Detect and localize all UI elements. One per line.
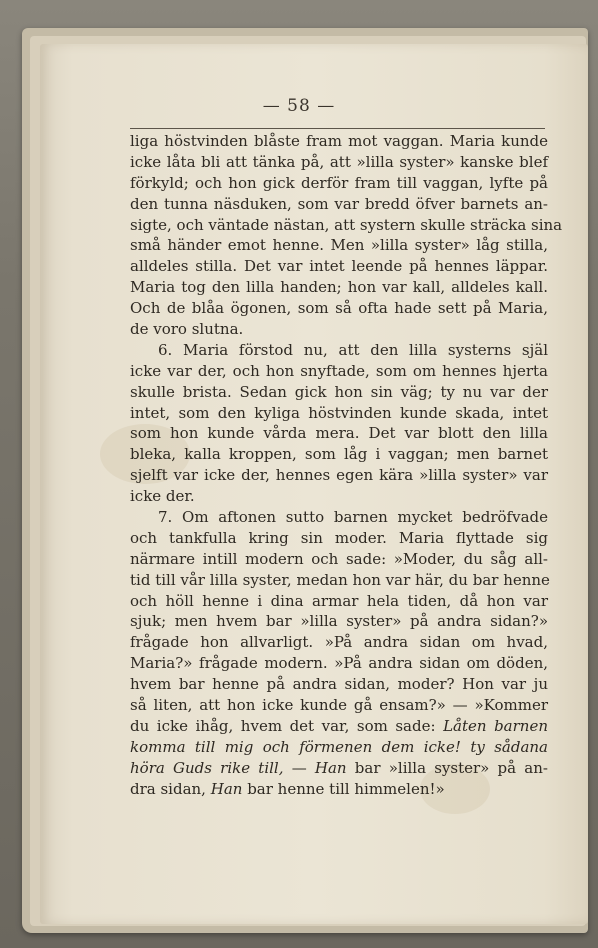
text-line: små händer emot henne. Men »lilla syster» låg stilla,	[130, 236, 548, 255]
text-line: alldeles stilla. Det var intet leende på hennes läppar.	[130, 257, 548, 276]
text-line: förkyld; och hon gick derför fram till vaggan, lyfte på	[130, 173, 548, 192]
text-line: Maria?» frågade modern. »På andra sidan om döden,	[130, 654, 548, 673]
text-line: bleka, kalla kroppen, som låg i vaggan; men barnet	[130, 445, 548, 464]
text-line: Maria tog den lilla handen; hon var kall, alldeles kall.	[130, 278, 548, 297]
text-line-with-quote	[130, 758, 548, 779]
text-span: dra sidan,	[130, 779, 211, 798]
text-line: sigte, och väntade nästan, att systern skulle sträcka sina	[130, 215, 563, 234]
pronoun-italic: Han	[314, 758, 347, 777]
text-line: och höll henne i dina armar hela tiden, då hon var	[130, 591, 548, 610]
text-line: den tunna näsduken, som var bredd öfver barnets an-	[130, 194, 548, 213]
text-line: icke var der, och hon snyftade, som om hennes hjerta	[130, 361, 548, 380]
text-line: tid till vår lilla syster, medan hon var här, du bar henne	[130, 570, 550, 589]
body-text	[130, 131, 563, 800]
text-line: och tankfulla kring sin moder. Maria flyttade sig	[130, 528, 548, 547]
text-line: skulle brista. Sedan gick hon sin väg; ty nu var der	[130, 382, 548, 401]
text-span: bar »lilla syster» på an-	[346, 758, 548, 777]
text-line: närmare intill modern och sade: »Moder, du såg all-	[130, 549, 548, 568]
text-line-with-quote	[130, 716, 548, 737]
quoted-italic: höra Guds rike till,	[130, 758, 284, 777]
text-line: sjelft var icke der, hennes egen kära »lilla syster» var	[130, 466, 548, 485]
text-span: bar henne till himmelen!»	[242, 779, 445, 798]
text-line: Och de blåa ögonen, som så ofta hade sett på Maria,	[130, 299, 548, 318]
text-line: hvem bar henne på andra sidan, moder? Hon var ju	[130, 675, 548, 694]
quoted-italic: Låten barnen	[443, 716, 548, 735]
text-line: icke låta bli att tänka på, att »lilla syster» kanske blef	[130, 152, 548, 171]
text-span: —	[283, 758, 315, 777]
paragraph-start-line: 6. Maria förstod nu, att den lilla systerns själ	[158, 340, 548, 359]
text-line: liga höstvinden blåste fram mot vaggan. Maria kunde	[130, 132, 548, 150]
pronoun-italic: Han	[210, 779, 243, 798]
text-line-with-quote	[130, 779, 548, 800]
text-line: frågade hon allvarligt. »På andra sidan om hvad,	[130, 633, 548, 652]
text-line: så liten, att hon icke kunde gå ensam?» — »Kommer	[130, 696, 548, 715]
text-span: du icke ihåg, hvem det var, som sade:	[130, 716, 444, 735]
text-line: de voro slutna.	[130, 320, 244, 339]
text-line: icke der.	[130, 487, 195, 506]
page-number: — 58 —	[262, 96, 336, 116]
text-line: som hon kunde vårda mera. Det var blott den lilla	[130, 424, 548, 443]
header-rule	[130, 128, 545, 129]
text-line: sjuk; men hvem bar »lilla syster» på andra sidan?»	[130, 612, 548, 631]
paragraph-start-line: 7. Om aftonen sutto barnen mycket bedröfvade	[158, 508, 548, 527]
quoted-italic-line: komma till mig och förmenen dem icke! ty sådana	[130, 737, 548, 756]
text-line: intet, som den kyliga höstvinden kunde skada, intet	[130, 403, 548, 422]
